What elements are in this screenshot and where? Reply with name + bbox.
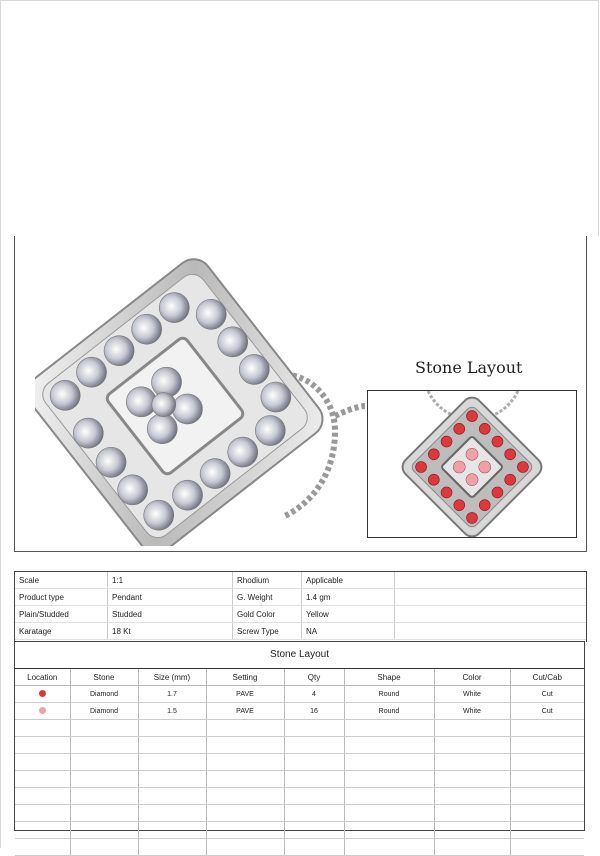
spec-empty [395, 589, 587, 606]
size-cell: 1.7 [138, 686, 206, 703]
spec-label: Scale [15, 572, 108, 589]
stone-layout-heading: Stone Layout [415, 358, 523, 377]
table-row [15, 703, 584, 720]
cut-cell: Cut [510, 703, 584, 720]
empty-row [15, 771, 584, 788]
spec-value: 1:1 [108, 572, 233, 589]
blank-header-area [1, 1, 598, 235]
empty-row [15, 754, 584, 771]
setting-cell: PAVE [206, 686, 284, 703]
column-header: Location [15, 669, 70, 686]
location-cell [15, 686, 70, 703]
column-header: Qty [284, 669, 344, 686]
empty-row [15, 839, 584, 856]
column-header: Shape [344, 669, 434, 686]
spec-empty [395, 606, 587, 623]
pendant-photo [35, 256, 365, 546]
shape-cell: Round [344, 686, 434, 703]
empty-row [15, 788, 584, 805]
spec-empty [395, 572, 587, 589]
empty-row [15, 822, 584, 839]
spec-label: Rhodium [233, 572, 302, 589]
qty-cell: 16 [284, 703, 344, 720]
stone-layout-thumbnail [367, 390, 577, 538]
stone-layout-diagram [368, 391, 576, 537]
spec-label: Product type [15, 589, 108, 606]
location-dot-pink [39, 707, 46, 714]
stone-cell: Diamond [70, 686, 138, 703]
size-cell: 1.5 [138, 703, 206, 720]
spec-row [15, 589, 586, 606]
qty-cell: 4 [284, 686, 344, 703]
spec-label: G. Weight [233, 589, 302, 606]
cut-cell: Cut [510, 686, 584, 703]
spec-row [15, 572, 586, 589]
stone-cell: Diamond [70, 703, 138, 720]
spec-label: Karatage [15, 623, 108, 640]
color-cell: White [434, 703, 510, 720]
spec-value: 1.4 gm [302, 589, 395, 606]
spec-value: Applicable [302, 572, 395, 589]
spec-empty [395, 623, 587, 640]
spec-label: Screw Type [233, 623, 302, 640]
stone-table-title: Stone Layout [15, 642, 584, 669]
spec-row [15, 606, 586, 623]
column-header: Color [434, 669, 510, 686]
table-row [15, 686, 584, 703]
location-cell [15, 703, 70, 720]
column-header: Stone [70, 669, 138, 686]
spec-value: NA [302, 623, 395, 640]
empty-row [15, 805, 584, 822]
stone-layout-table-section [14, 641, 585, 831]
column-header: Size (mm) [138, 669, 206, 686]
spec-label: Plain/Studded [15, 606, 108, 623]
location-dot-red [39, 690, 46, 697]
product-specs [14, 571, 587, 642]
shape-cell: Round [344, 703, 434, 720]
empty-row [15, 737, 584, 754]
stone-table-header [15, 669, 584, 686]
spec-label: Gold Color [233, 606, 302, 623]
spec-value: 18 Kt [108, 623, 233, 640]
column-header: Setting [206, 669, 284, 686]
page-border-right [598, 0, 599, 236]
spec-value: Pendant [108, 589, 233, 606]
column-header: Cut/Cab [510, 669, 584, 686]
spec-value: Yellow [302, 606, 395, 623]
color-cell: White [434, 686, 510, 703]
stone-table [15, 669, 584, 856]
spec-value: Studded [108, 606, 233, 623]
product-image-panel [14, 236, 587, 552]
empty-row [15, 720, 584, 737]
spec-row [15, 623, 586, 640]
setting-cell: PAVE [206, 703, 284, 720]
